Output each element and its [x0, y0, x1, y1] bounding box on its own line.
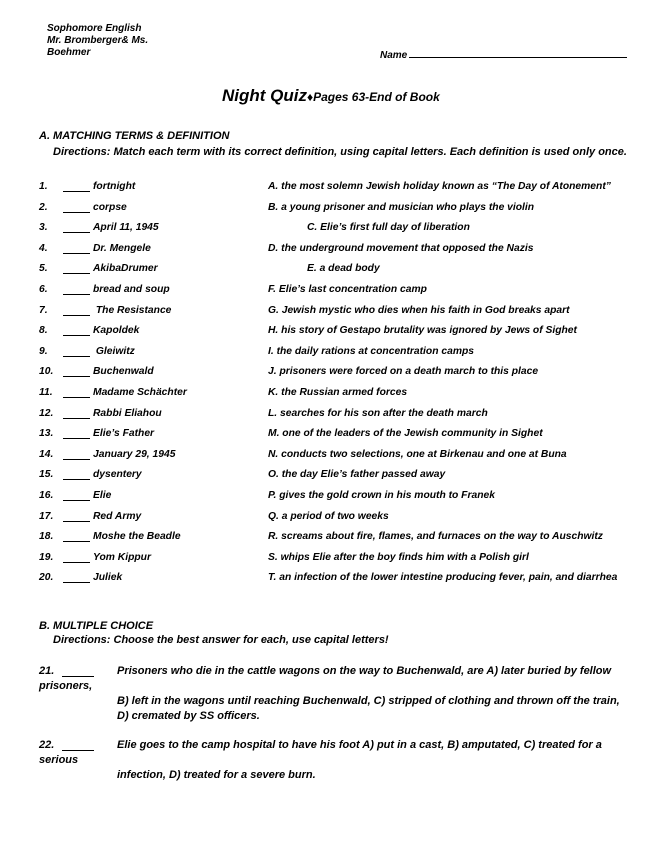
item-number: 16.: [39, 490, 54, 501]
question-text: prisoners,: [39, 680, 93, 692]
definition: F. Elie’s last concentration camp: [268, 284, 427, 295]
term: fortnight: [93, 181, 136, 192]
teacher-names: Mr. Bromberger& Ms.: [47, 35, 149, 46]
answer-blank[interactable]: [63, 326, 90, 336]
item-number: 2.: [39, 201, 48, 213]
term: April 11, 1945: [93, 222, 159, 234]
item-number: 4.: [39, 242, 48, 254]
question-text: Elie goes to the camp hospital to have his foot A) put in a cast, B) amputated, C) treated for a: [117, 739, 602, 751]
answer-blank[interactable]: [63, 367, 90, 377]
answer-blank[interactable]: [63, 182, 90, 192]
term: Elie’s Father: [93, 428, 155, 440]
page-title: [222, 86, 440, 106]
item-number: 7.: [39, 304, 48, 316]
definition: L. searches for his son after the death march: [268, 407, 488, 419]
term: Buchenwald: [93, 366, 154, 378]
definition: N. conducts two selections, one at Birkenau and one at Buna: [268, 448, 567, 460]
term: Elie: [93, 490, 112, 501]
term: AkibaDrumer: [93, 263, 158, 275]
item-number: 1.: [39, 181, 48, 192]
item-number: 8.: [39, 325, 48, 337]
item-number: 20.: [39, 572, 54, 584]
question-text: B) left in the wagons until reaching Buchenwald, C) stripped of clothing and thrown off the train,: [117, 695, 620, 707]
title-sub: Pages 63-End of Book: [313, 90, 440, 104]
item-number: 12.: [39, 407, 54, 419]
course-name: Sophomore English: [47, 23, 142, 34]
question-number: 22.: [39, 739, 55, 751]
term: Red Army: [93, 510, 142, 522]
term: Rabbi Eliahou: [93, 407, 162, 419]
term: Madame Schächter: [93, 387, 187, 398]
answer-blank[interactable]: [63, 429, 90, 439]
answer-blank[interactable]: [63, 264, 90, 274]
name-label: Name: [380, 50, 408, 61]
item-number: 15.: [39, 469, 54, 481]
answer-blank[interactable]: [63, 388, 90, 398]
definition: E. a dead body: [307, 263, 380, 275]
definition: D. the underground movement that opposed the Nazis: [268, 242, 534, 254]
answer-blank[interactable]: [63, 450, 90, 460]
term: January 29, 1945: [93, 448, 176, 460]
definition: A. the most solemn Jewish holiday known as “The Day of Atonement”: [268, 181, 611, 192]
definition: B. a young prisoner and musician who plays the violin: [268, 201, 535, 213]
term: Moshe the Beadle: [93, 531, 181, 543]
section-a-directions: Directions: Match each term with its correct definition, using capital letters. Each definition is used only once.: [53, 146, 627, 158]
question-22: [39, 739, 54, 751]
term: Kapoldek: [93, 325, 140, 337]
answer-blank[interactable]: [63, 203, 90, 213]
title-main: Night Quiz: [222, 86, 307, 105]
answer-blank[interactable]: [63, 553, 90, 563]
item-number: 14.: [39, 448, 54, 460]
definition: T. an infection of the lower intestine producing fever, pain, and diarrhea: [268, 572, 618, 584]
item-number: 10.: [39, 366, 54, 378]
definition: O. the day Elie’s father passed away: [268, 469, 446, 481]
term: Yom Kippur: [93, 551, 151, 563]
definition: R. screams about fire, flames, and furnaces on the way to Auschwitz: [268, 531, 603, 543]
answer-blank[interactable]: [63, 347, 90, 357]
answer-blank[interactable]: [63, 306, 90, 316]
term: Gleiwitz: [93, 345, 135, 357]
definition: G. Jewish mystic who dies when his faith in God breaks apart: [268, 304, 570, 316]
section-a-heading: A. MATCHING TERMS & DEFINITION: [39, 130, 230, 142]
answer-blank[interactable]: [63, 244, 90, 254]
term: dysentery: [93, 469, 142, 481]
definition: H. his story of Gestapo brutality was ignored by Jews of Sighet: [268, 325, 577, 337]
item-number: 17.: [39, 510, 54, 522]
definition: K. the Russian armed forces: [268, 387, 408, 398]
teacher-names-cont: Boehmer: [47, 47, 91, 58]
name-blank[interactable]: [409, 47, 627, 58]
item-number: 3.: [39, 222, 48, 234]
answer-blank[interactable]: [63, 573, 90, 583]
answer-blank[interactable]: [63, 491, 90, 501]
question-text: D) cremated by SS officers.: [117, 710, 260, 722]
item-number: 19.: [39, 551, 54, 563]
section-b-directions: Directions: Choose the best answer for each, use capital letters!: [53, 634, 389, 646]
item-number: 18.: [39, 531, 54, 543]
answer-blank[interactable]: [62, 667, 94, 677]
answer-blank[interactable]: [63, 470, 90, 480]
answer-blank[interactable]: [63, 409, 90, 419]
term: The Resistance: [93, 304, 172, 316]
definition: P. gives the gold crown in his mouth to Franek: [268, 490, 495, 501]
question-text: serious: [39, 754, 79, 766]
definition: M. one of the leaders of the Jewish community in Sighet: [268, 428, 543, 440]
definition: C. Elie’s first full day of liberation: [307, 222, 470, 234]
item-number: 9.: [39, 345, 48, 357]
definition: I. the daily rations at concentration camps: [268, 345, 474, 357]
question-number: 21.: [39, 665, 55, 677]
item-number: 13.: [39, 428, 54, 440]
definition: S. whips Elie after the boy finds him with a Polish girl: [268, 551, 529, 563]
item-number: 5.: [39, 263, 48, 275]
item-number: 6.: [39, 284, 48, 295]
answer-blank[interactable]: [63, 285, 90, 295]
question-text: Prisoners who die in the cattle wagons on the way to Buchenwald, are A) later buried by fellow: [117, 665, 612, 677]
question-text: infection, D) treated for a severe burn.: [117, 769, 316, 781]
diamond-icon: ♦: [306, 90, 314, 104]
answer-blank[interactable]: [63, 223, 90, 233]
answer-blank[interactable]: [63, 512, 90, 522]
term: bread and soup: [93, 284, 170, 295]
term: Dr. Mengele: [93, 242, 151, 254]
term: Juliek: [93, 572, 123, 584]
answer-blank[interactable]: [62, 741, 94, 751]
answer-blank[interactable]: [63, 532, 90, 542]
item-number: 11.: [39, 387, 53, 398]
term: corpse: [93, 201, 127, 213]
definition: J. prisoners were forced on a death march to this place: [268, 366, 539, 378]
question-21: [39, 665, 54, 677]
name-field[interactable]: [380, 47, 627, 62]
definition: Q. a period of two weeks: [268, 510, 389, 522]
section-b-heading: B. MULTIPLE CHOICE: [39, 620, 154, 632]
